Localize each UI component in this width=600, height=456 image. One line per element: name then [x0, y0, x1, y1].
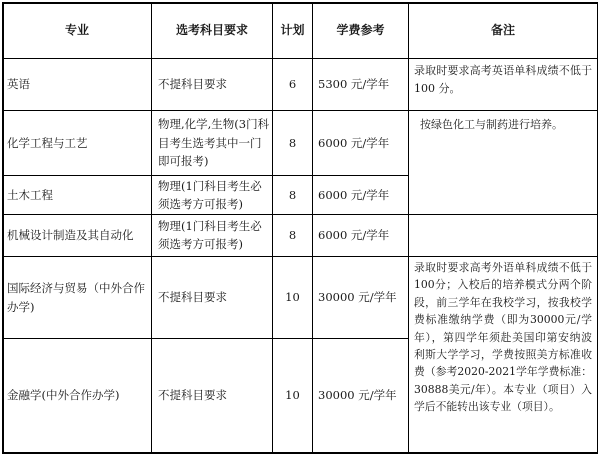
remark-chemical: 按绿色化工与制药进行培养。	[420, 118, 563, 131]
subjects-cell	[158, 217, 270, 255]
subjects-cell	[158, 339, 270, 452]
subjects-text: 物理(1门科目考生必须选考方可报考)	[158, 219, 262, 251]
subjects-text: 物理,化学,生物(3门科目考生选考其中一门即可报考)	[158, 117, 270, 168]
tuition-text: 6000 元/学年	[318, 135, 390, 150]
subjects-cell	[158, 115, 270, 173]
remark-english: 录取时要求高考英语单科成绩不低于 100 分。	[414, 64, 592, 95]
plan-text: 8	[288, 187, 297, 202]
tuition-cell	[318, 176, 406, 214]
major-cell	[7, 111, 149, 175]
plan-text: 8	[288, 228, 297, 242]
subjects-cell	[158, 257, 270, 338]
major-cell	[7, 215, 149, 256]
subjects-cell	[158, 59, 270, 110]
subjects-text: 不提科目要求	[158, 388, 227, 402]
plan-text: 8	[288, 135, 297, 150]
major-text: 国际经济与贸易（中外合作办学)	[7, 280, 145, 314]
tuition-text: 30000 元/学年	[318, 290, 397, 304]
tuition-text: 30000 元/学年	[318, 388, 397, 402]
header-remark: 备注	[490, 23, 515, 37]
major-cell	[7, 257, 147, 338]
major-text: 化学工程与工艺	[7, 135, 88, 150]
major-text: 机械设计制造及其自动化	[7, 228, 134, 242]
table-border-bottom	[2, 452, 598, 454]
plan-text: 6	[288, 77, 297, 91]
major-cell	[7, 176, 149, 214]
remark-joint-program: 录取时要求高考外语单科成绩不低于100分；入校后的培养模式分两个阶段，前三学年在我校学习，按我校学费标准缴纳学费（即为30000元/学年），第四学年须赴美国印第安纳波利斯大学学习，学费按照美方标准收费（参考2020-2021学年学费标准：30888美元/年）。本专业（项目）入学后不能转出该专业（项目）。	[414, 261, 592, 414]
plan-text: 10	[285, 290, 300, 304]
plan-text: 10	[285, 388, 300, 402]
tuition-cell	[318, 339, 406, 452]
plan-cell	[273, 215, 312, 256]
tuition-cell	[318, 59, 406, 110]
tuition-text: 5300 元/学年	[318, 77, 390, 91]
plan-cell	[273, 59, 312, 110]
header-plan: 计划	[280, 23, 305, 37]
major-cell	[7, 59, 149, 110]
table-border-right	[597, 2, 599, 454]
plan-cell	[273, 257, 312, 338]
table-border-left	[2, 2, 4, 454]
tuition-text: 6000 元/学年	[318, 187, 390, 202]
header-major: 专业	[64, 23, 89, 37]
tuition-text: 6000 元/学年	[318, 228, 390, 242]
major-text: 英语	[7, 77, 30, 91]
subjects-text: 物理(1门科目考生必须选考方可报考)	[158, 179, 262, 211]
tuition-cell	[318, 111, 406, 175]
tuition-cell	[318, 215, 406, 256]
subjects-text: 不提科目要求	[158, 77, 227, 91]
tuition-cell	[318, 257, 406, 338]
plan-cell	[273, 176, 312, 214]
subjects-text: 不提科目要求	[158, 290, 227, 304]
header-tuition: 学费参考	[336, 23, 385, 37]
plan-cell	[273, 339, 312, 452]
plan-cell	[273, 111, 312, 175]
col-divider	[151, 2, 152, 454]
col-divider	[408, 2, 409, 454]
subjects-cell	[158, 177, 270, 213]
major-text: 土木工程	[7, 187, 53, 202]
admission-table	[2, 2, 598, 454]
major-cell	[7, 339, 149, 452]
col-divider	[312, 2, 313, 454]
header-subjects: 选考科目要求	[175, 23, 248, 37]
major-text: 金融学(中外合作办学)	[7, 388, 120, 402]
